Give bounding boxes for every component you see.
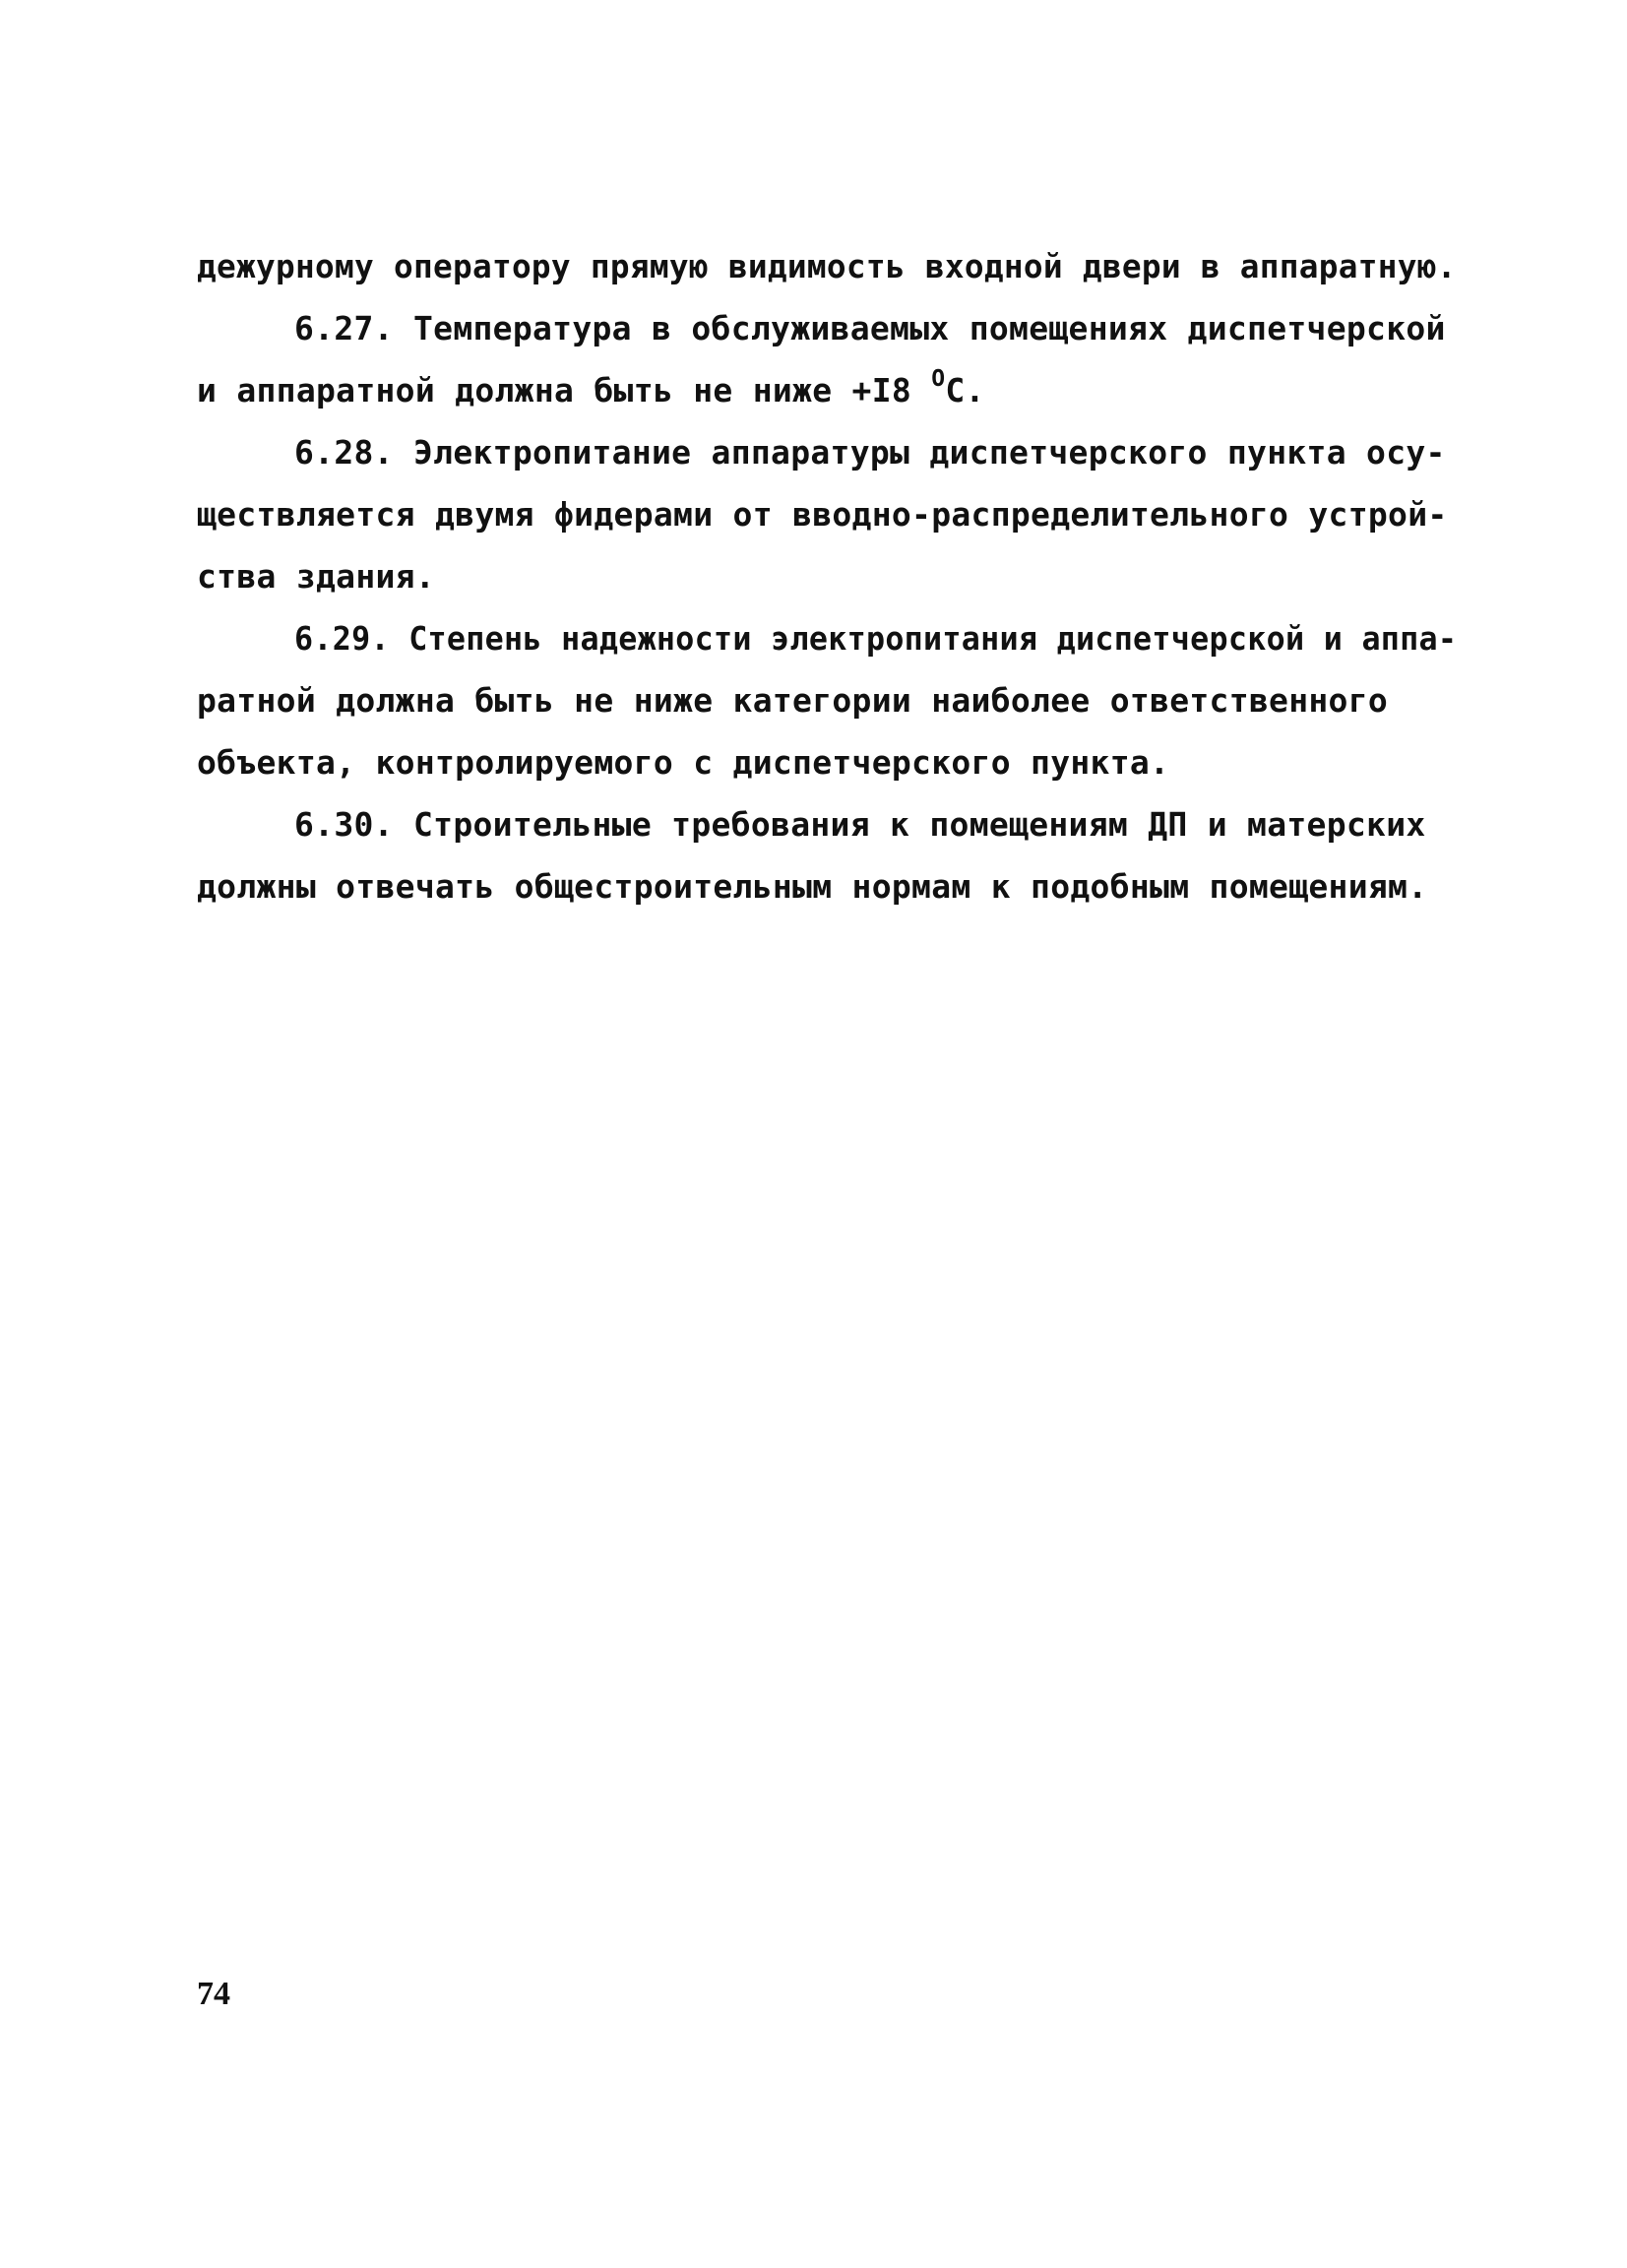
paragraph-6-30-line-2: должны отвечать общестроительным нормам к подобным помещениям.: [197, 867, 1428, 906]
paragraph-6-30-line-1: 6.30. Строительные требования к помещениям ДП и матерских: [294, 805, 1426, 844]
paragraph-6-28-line-1: 6.28. Электропитание аппаратуры диспетчерского пункта осу-: [294, 433, 1446, 472]
paragraph-6-29-line-2: ратной должна быть не ниже категории наиболее ответственного: [197, 681, 1389, 720]
degree-sign: O: [931, 366, 946, 392]
paragraph-6-29-line-1: 6.29. Степень надежности электропитания диспетчерской и аппа-: [294, 619, 1458, 658]
paragraph-6-28-line-3: ства здания.: [197, 557, 436, 596]
text-line-1: дежурному оператору прямую видимость входной двери в аппаратную.: [197, 247, 1457, 285]
paragraph-6-27-line-1: 6.27. Температура в обслуживаемых помещениях диспетчерской: [294, 309, 1446, 347]
paragraph-6-27-text: и аппаратной должна быть не ниже +I8: [197, 371, 912, 410]
paragraph-6-28-line-2: ществляется двумя фидерами от вводно-распределительного устрой-: [197, 495, 1448, 534]
paragraph-6-29-line-3: объекта, контролируемого с диспетчерского пункта.: [197, 743, 1170, 782]
degree-unit: C.: [945, 371, 985, 410]
page-number: 74: [197, 1976, 230, 2012]
paragraph-6-27-line-2: [197, 366, 985, 410]
